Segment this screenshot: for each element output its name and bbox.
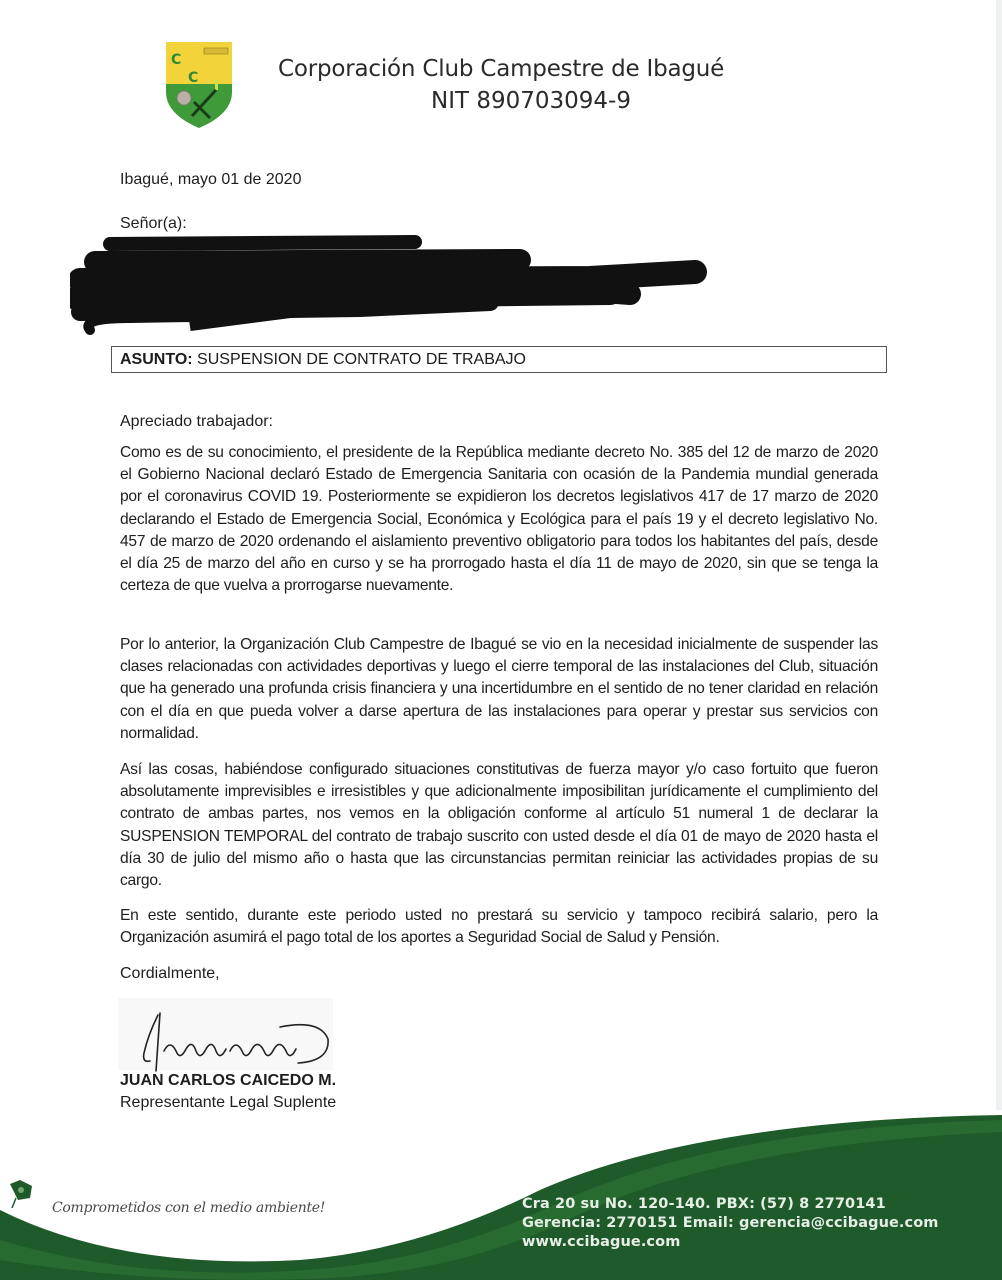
organization-name: Corporación Club Campestre de Ibagué — [278, 56, 725, 82]
svg-text:C: C — [188, 70, 199, 86]
subject-text: SUSPENSION DE CONTRATO DE TRABAJO — [197, 351, 526, 368]
recipient-redaction-scribble — [70, 232, 710, 340]
signer-role: Representante Legal Suplente — [120, 1094, 337, 1111]
footer-management-contact: Gerencia: 2770151 Email: gerencia@ccibague.com — [522, 1215, 939, 1231]
greeting: Apreciado trabajador: — [120, 413, 273, 430]
footer-tagline: Comprometidos con el medio ambiente! — [52, 1200, 326, 1216]
body-paragraph-1: Como es de su conocimiento, el presidente de la República mediante decreto No. 385 del 12 de marzo de 2020 el Gobierno Nacional declaró Estado de Emergencia Sanitaria con ocasión de la Pandemia mundial generada por el coronavirus COVID 19. Posteriormente se expidieron los decretos legislativos 417 de 17 marzo de 2020 declarando el Estado de Emergencia Social, Económica y Ecológica para el país 19 y el decreto legislativo No. 457 de marzo de 2020 ordenando el aislamiento preventivo obligatorio para todos los habitantes del país, desde el día 25 de marzo del año en curso y se ha prorrogado hasta el día 11 de mayo de 2020, sin que se tenga la certeza de que vuelva a prorrogarse nuevamente. — [120, 444, 878, 595]
signer-name: JUAN CARLOS CAICEDO M. — [120, 1072, 337, 1089]
closing: Cordialmente, — [120, 965, 220, 982]
club-shield-logo-icon — [164, 40, 234, 130]
body-paragraph-4: En este sentido, durante este periodo usted no prestará su servicio y tampoco recibirá salario, pero la Organización asumirá el pago total de los aportes a Seguridad Social de Salud y Pensión. — [120, 907, 878, 947]
footer-website-link[interactable]: www.ccibague.com — [522, 1234, 681, 1250]
svg-text:C: C — [171, 52, 182, 68]
body-paragraph-2: Por lo anterior, la Organización Club Campestre de Ibagué se vio en la necesidad inicialmente de suspender las clases relacionadas con actividades deportivas y luego el cierre temporal de las instalaciones del Club, situación que ha generado una profunda crisis financiera y una incertidumbre en el sentido de no tener claridad en relación con el día en que pueda volver a darse apertura de las instalaciones para operar y prestar sus servicios con normalidad. — [120, 636, 878, 742]
organization-nit: NIT 890703094-9 — [431, 88, 631, 114]
footer-address: Cra 20 su No. 120-140. PBX: (57) 8 2770141 — [522, 1196, 886, 1212]
leaf-icon — [6, 1178, 36, 1208]
subject-box — [111, 346, 887, 373]
footer-green-wave — [0, 1110, 1002, 1280]
recipient-label: Señor(a): — [120, 215, 187, 232]
body-paragraph-3: Así las cosas, habiéndose configurado situaciones constitutivas de fuerza mayor y/o caso fortuito que fueron absolutamente imprevisibles e irresistibles y que adicionalmente imposibilitan jurídicamente el cumplimiento del contrato de ambas partes, nos vemos en la obligación conforme al artículo 51 numeral 1 de declarar la SUSPENSION TEMPORAL del contrato de trabajo suscrito con usted desde el día 01 de mayo de 2020 hasta el día 30 de julio del mismo año o hasta que las circunstancias permitan reiniciar las actividades propias de su cargo. — [120, 761, 878, 890]
letter-date: Ibagué, mayo 01 de 2020 — [120, 171, 302, 188]
subject-label: ASUNTO: — [120, 351, 193, 368]
signature-icon — [130, 1005, 340, 1075]
page-edge-shadow — [996, 0, 1002, 1110]
